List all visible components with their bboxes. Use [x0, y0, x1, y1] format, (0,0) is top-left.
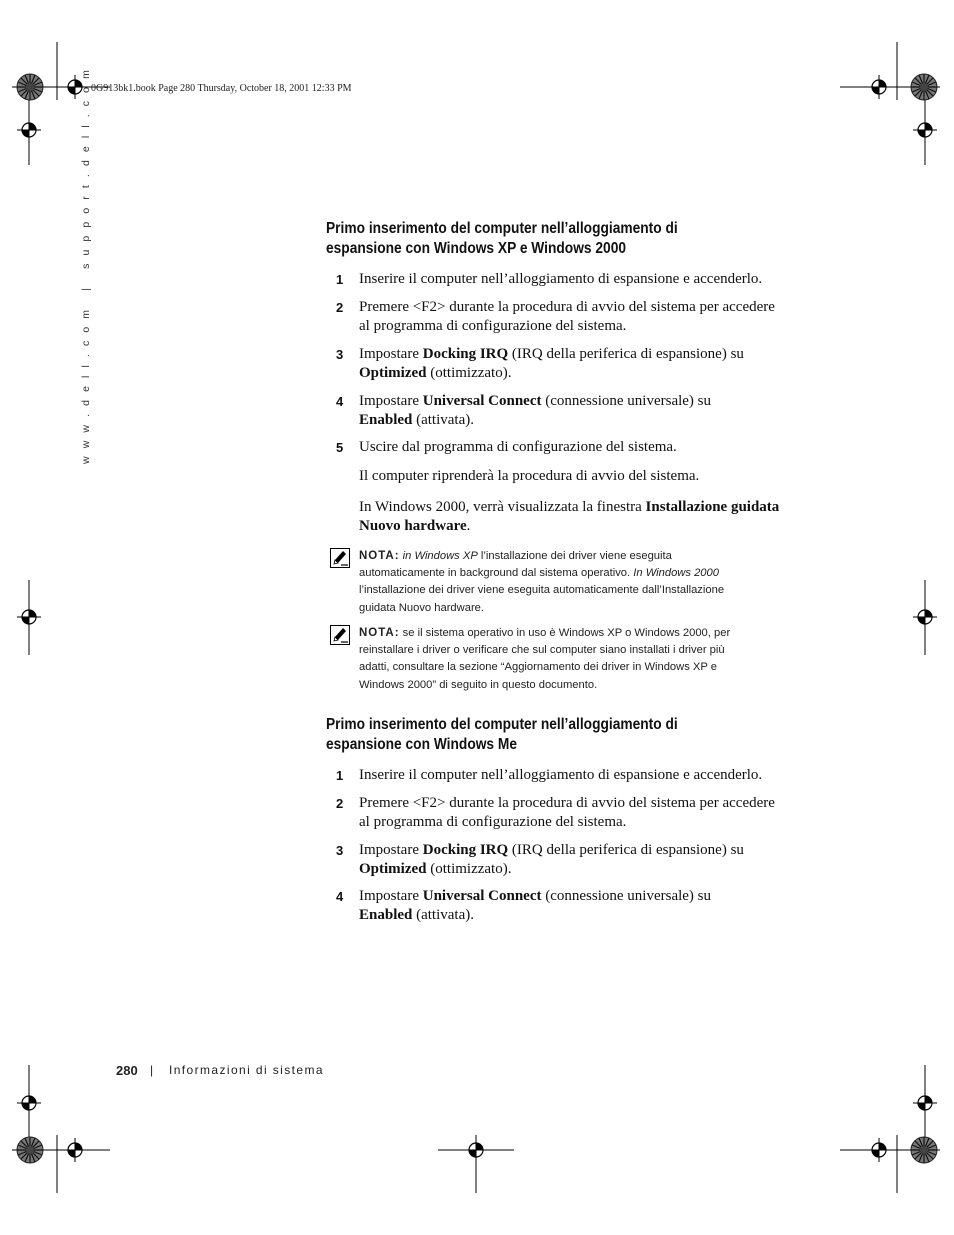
- paragraph: Il computer riprenderà la procedura di avvio del sistema.: [359, 468, 700, 484]
- registration-mark-icon: [867, 75, 891, 99]
- registration-star-icon: [911, 74, 937, 100]
- sidebar-url-text: w w w . d e l l . c o m | s u p p o r t . d e l l . c o m: [80, 67, 92, 464]
- registration-mark-icon: [17, 1091, 41, 1115]
- page-number: 280: [116, 1063, 138, 1078]
- registration-mark-icon: [913, 605, 937, 629]
- registration-mark-icon: [464, 1138, 488, 1162]
- pencil-note-icon: [330, 625, 350, 645]
- section-heading-xp-2000: Primo inserimento del computer nell’alloggiamento di espansione con Windows XP e Windows 2000: [326, 220, 678, 257]
- paragraph: In Windows 2000, verrà visualizzata la finestra Installazione guidata Nuovo hardware.: [359, 499, 780, 534]
- registration-mark-icon: [913, 118, 937, 142]
- registration-mark-icon: [17, 118, 41, 142]
- pencil-note-icon: [330, 548, 350, 568]
- crop-lines: [12, 42, 940, 1193]
- registration-mark-icon: [63, 1138, 87, 1162]
- registration-star-icon: [911, 1137, 937, 1163]
- footer-section-title: Informazioni di sistema: [169, 1063, 324, 1077]
- registration-star-icon: [17, 1137, 43, 1163]
- registration-star-icon: [17, 74, 43, 100]
- section-heading-me: Primo inserimento del computer nell’alloggiamento di espansione con Windows Me: [326, 716, 678, 753]
- registration-mark-icon: [867, 1138, 891, 1162]
- registration-mark-icon: [17, 605, 41, 629]
- footer-separator: |: [150, 1063, 154, 1077]
- sidebar-url: [80, 67, 98, 464]
- print-header: 0G913bk1.book Page 280 Thursday, October 18, 2001 12:33 PM: [91, 83, 352, 94]
- registration-mark-icon: [913, 1091, 937, 1115]
